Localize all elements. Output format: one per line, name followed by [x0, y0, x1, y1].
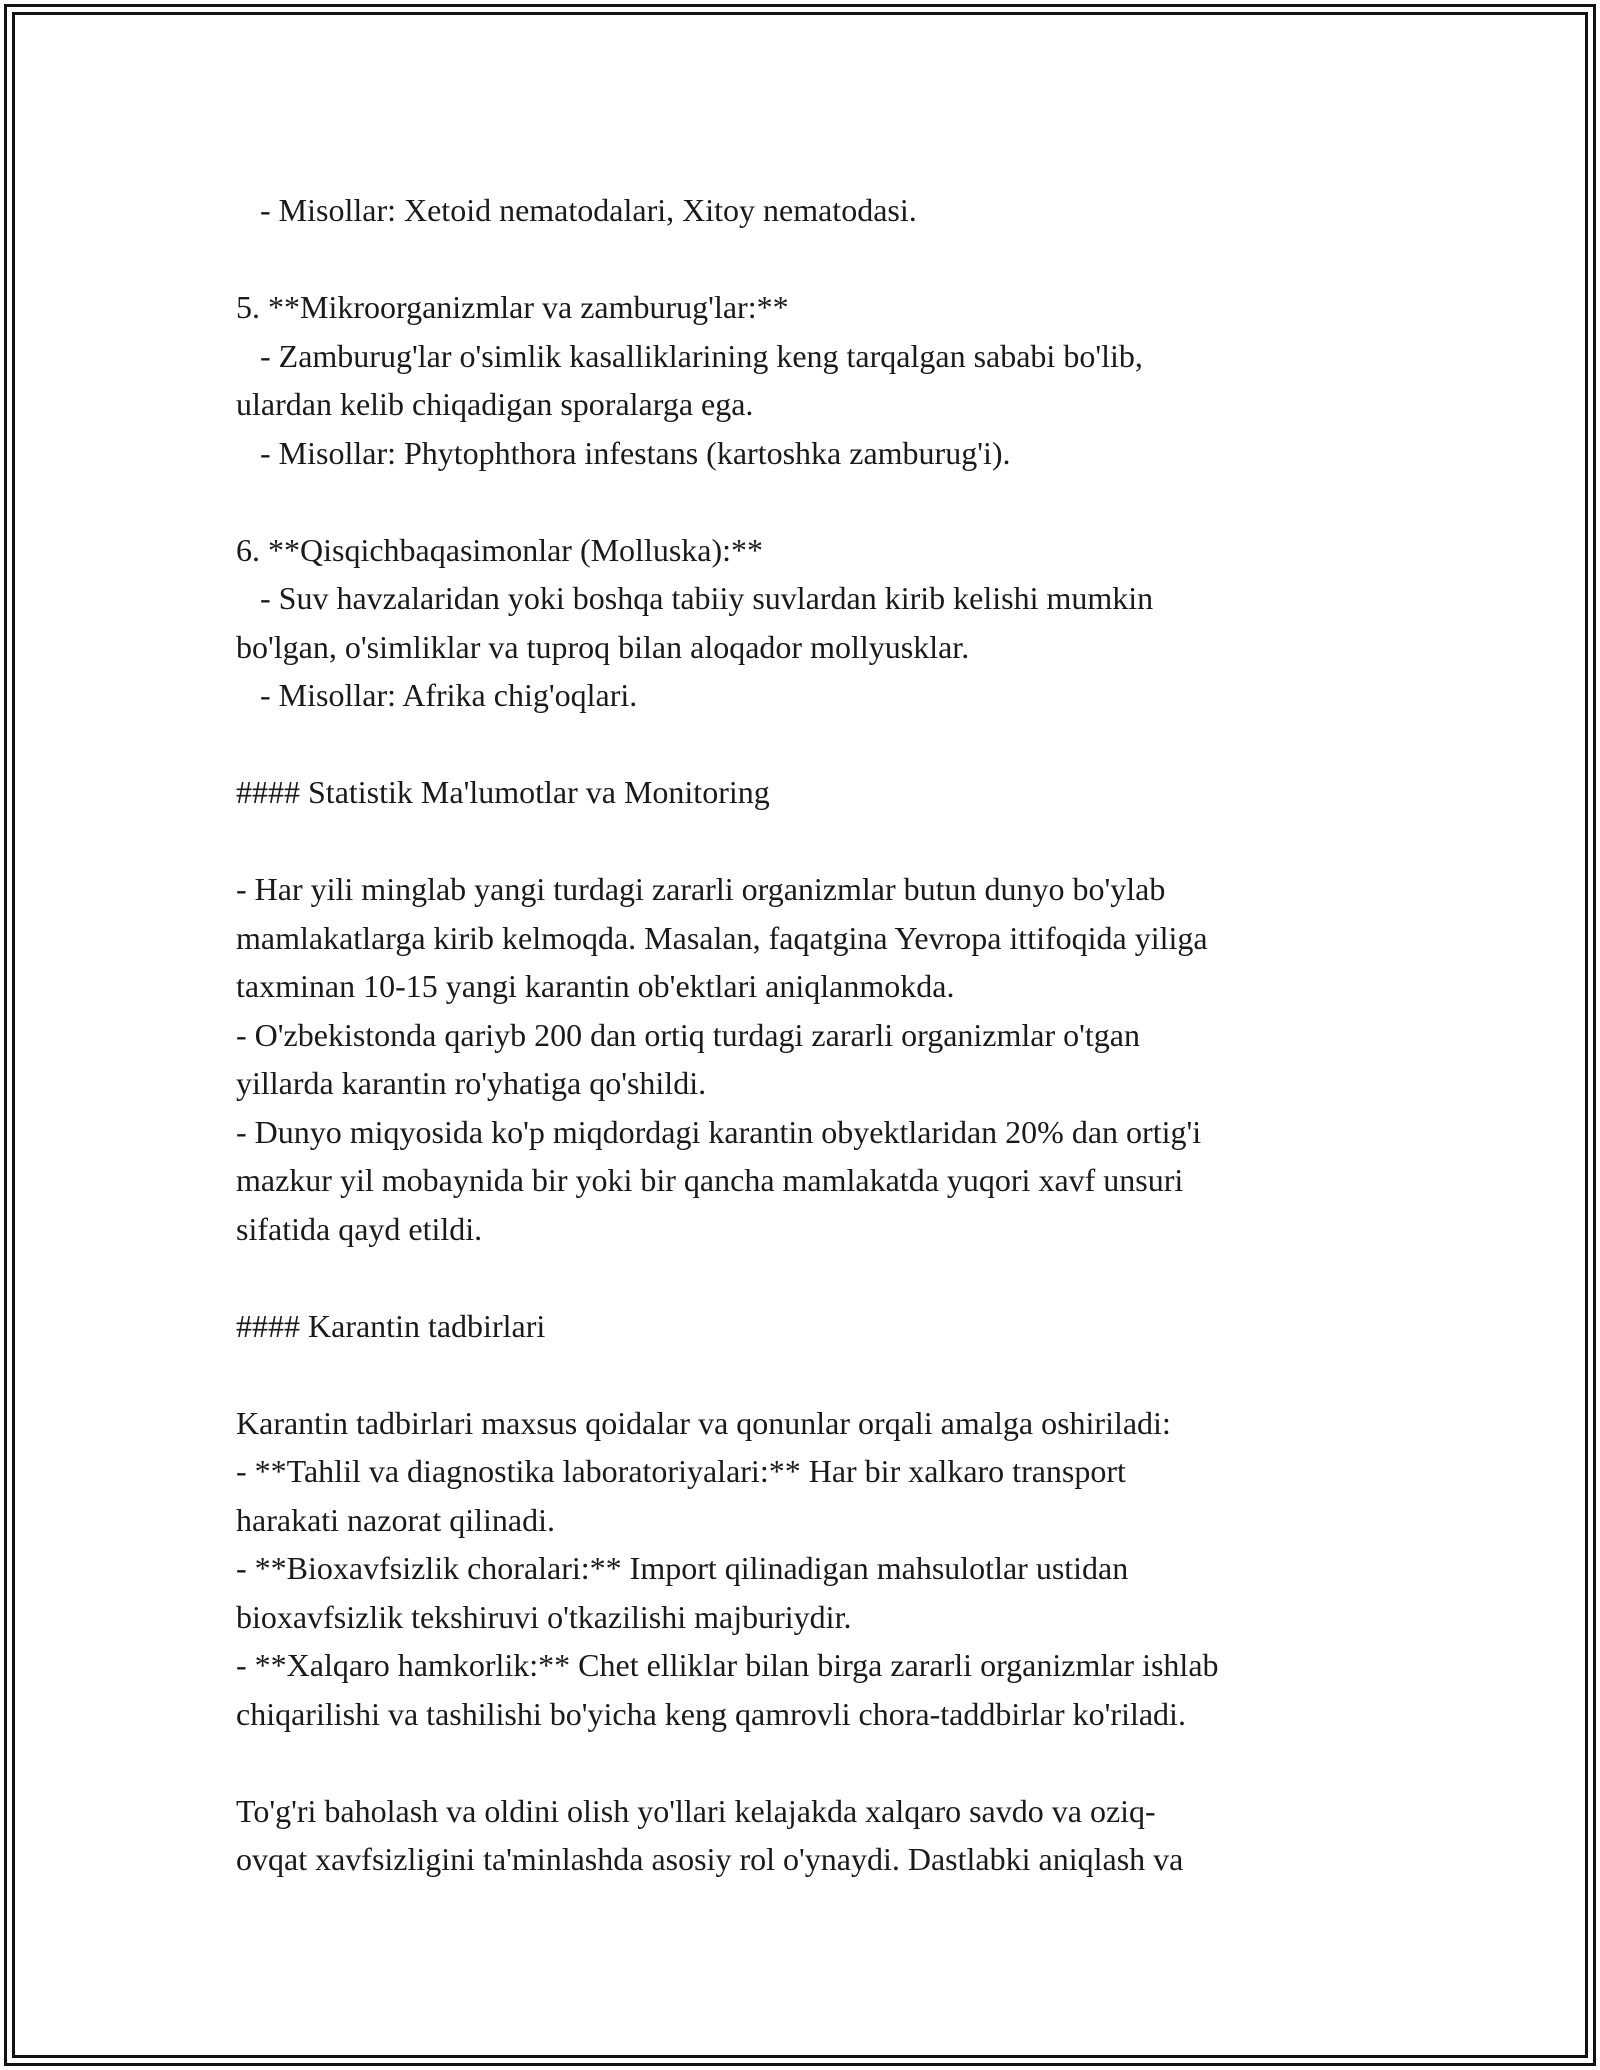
bullet-line: - Suv havzalaridan yoki boshqa tabiiy suvlardan kirib kelishi mumkin	[236, 580, 1154, 616]
text-line: Karantin tadbirlari maxsus qoidalar va qonunlar orqali amalga oshiriladi:	[236, 1404, 1171, 1441]
text-line: bo'lgan, o'simliklar va tuproq bilan aloqador mollyusklar.	[236, 628, 970, 665]
bullet-line: - Dunyo miqyosida ko'p miqdordagi karantin obyektlaridan 20% dan ortig'i	[236, 1113, 1202, 1150]
bullet-line: - O'zbekistonda qariyb 200 dan ortiq turdagi zararli organizmlar o'tgan	[236, 1016, 1140, 1053]
text-line: yillarda karantin ro'yhatiga qo'shildi.	[236, 1065, 707, 1101]
text-line: mazkur yil mobaynida bir yoki bir qancha mamlakatda yuqori xavf unsuri	[236, 1162, 1184, 1198]
text-line: ovqat xavfsizligini ta'minlashda asosiy rol o'ynaydi. Dastlabki aniqlash va	[236, 1841, 1184, 1877]
text-line: sifatida qayd etildi.	[236, 1210, 483, 1247]
text-line: bioxavfsizlik tekshiruvi o'tkazilishi majburiydir.	[236, 1598, 852, 1635]
section-heading: #### Karantin tadbirlari	[236, 1307, 546, 1344]
bullet-line: - **Tahlil va diagnostika laboratoriyalari:** Har bir xalkaro transport	[236, 1453, 1126, 1489]
blank-line	[236, 1350, 1396, 1399]
text-line: ulardan kelib chiqadigan sporalarga ega.	[236, 386, 754, 422]
document-body	[236, 186, 1396, 1884]
text-line: To'g'ri baholash va oldini olish yo'llari kelajakda xalqaro savdo va oziq-	[236, 1792, 1156, 1829]
blank-line	[236, 720, 1396, 769]
section-heading: #### Statistik Ma'lumotlar va Monitoring	[236, 774, 770, 810]
bullet-line: - Har yili minglab yangi turdagi zararli organizmlar butun dunyo bo'ylab	[236, 871, 1166, 907]
blank-line	[236, 817, 1396, 866]
numbered-item-heading: 6. **Qisqichbaqasimonlar (Molluska):**	[236, 531, 764, 568]
bullet-line: - **Bioxavfsizlik choralari:** Import qilinadigan mahsulotlar ustidan	[236, 1550, 1129, 1586]
text-line: mamlakatlarga kirib kelmoqda. Masalan, faqatgina Yevropa ittifoqida yiliga	[236, 919, 1208, 956]
bullet-line: - Zamburug'lar o'simlik kasalliklarining keng tarqalgan sababi bo'lib,	[236, 337, 1143, 374]
bullet-line: - **Xalqaro hamkorlik:** Chet elliklar bilan birga zararli organizmlar ishlab	[236, 1647, 1219, 1683]
bullet-line: - Misollar: Xetoid nematodalari, Xitoy nematodasi.	[236, 192, 917, 228]
text-line: harakati nazorat qilinadi.	[236, 1501, 555, 1538]
blank-line	[236, 1253, 1396, 1302]
blank-line	[236, 1738, 1396, 1787]
text-line: taxminan 10-15 yangi karantin ob'ektlari aniqlanmokda.	[236, 968, 955, 1004]
bullet-line: - Misollar: Afrika chig'oqlari.	[236, 677, 638, 713]
blank-line	[236, 477, 1396, 526]
text-line: chiqarilishi va tashilishi bo'yicha keng qamrovli chora-taddbirlar ko'riladi.	[236, 1695, 1186, 1732]
blank-line	[236, 235, 1396, 284]
numbered-item-heading: 5. **Mikroorganizmlar va zamburug'lar:**	[236, 289, 789, 325]
bullet-line: - Misollar: Phytophthora infestans (kartoshka zamburug'i).	[236, 434, 1011, 471]
